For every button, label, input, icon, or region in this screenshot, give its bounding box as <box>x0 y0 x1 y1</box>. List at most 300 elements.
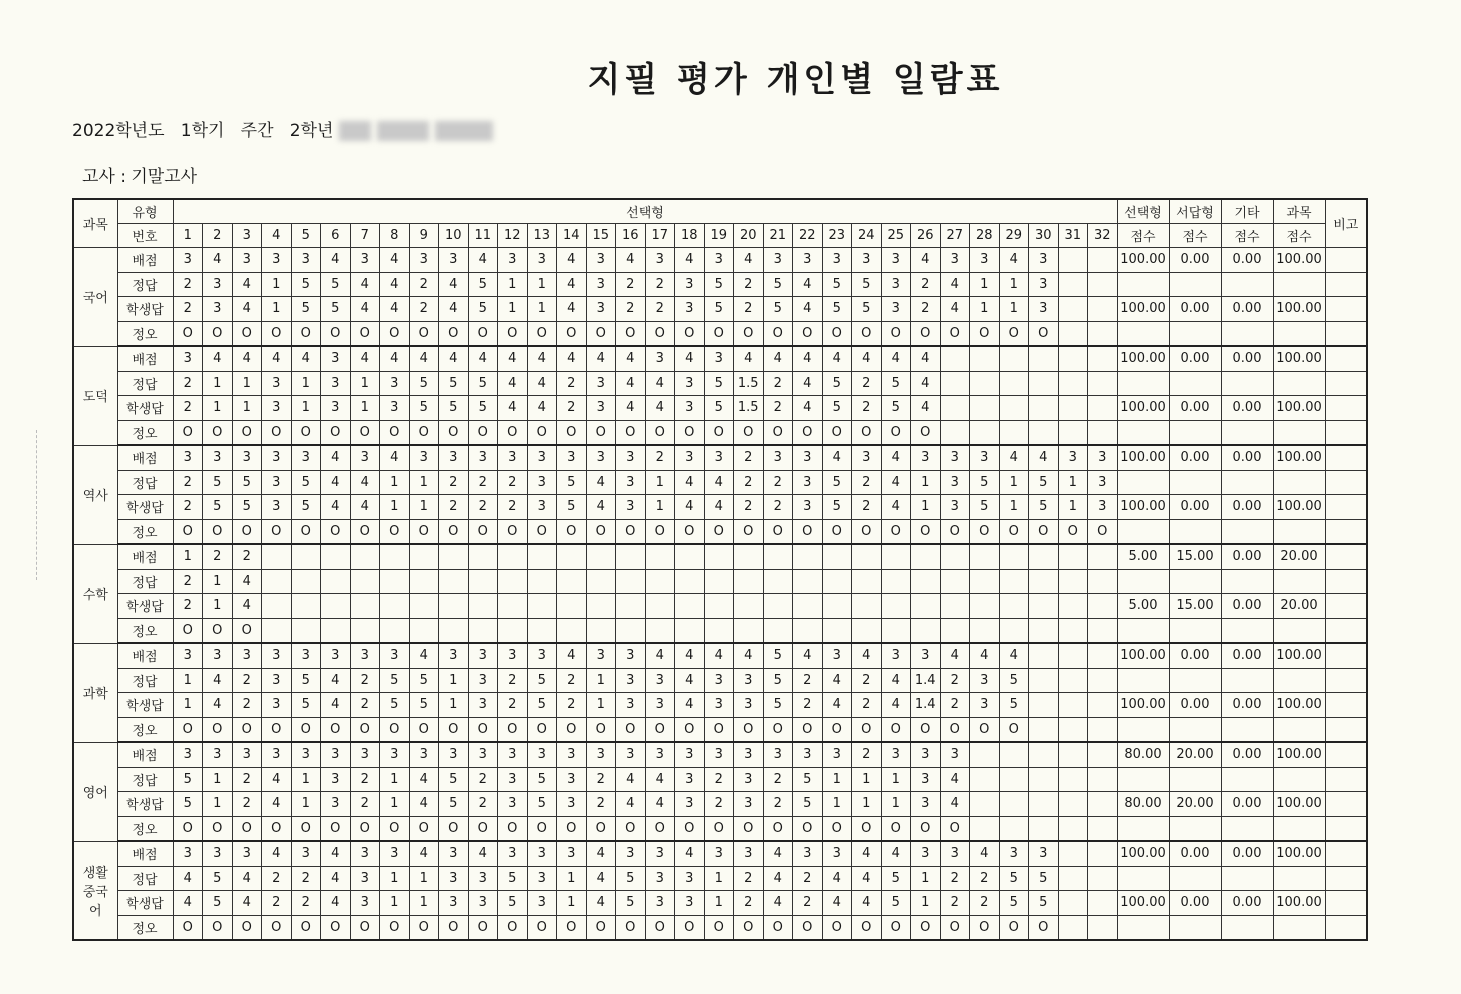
answer-cell: 2 <box>203 544 233 569</box>
answer-cell: 3 <box>704 693 734 718</box>
answer-cell: 2 <box>763 767 793 792</box>
answer-cell: 4 <box>793 297 823 322</box>
answer-cell <box>1088 915 1118 940</box>
score-cell <box>1273 866 1325 891</box>
answer-cell: 2 <box>291 866 321 891</box>
answer-cell: O <box>321 420 351 445</box>
answer-cell: 2 <box>350 668 380 693</box>
answer-cell: 5 <box>704 272 734 297</box>
answer-cell: 3 <box>468 643 498 668</box>
answer-cell <box>380 594 410 619</box>
answer-cell: 3 <box>203 445 233 470</box>
answer-cell: 2 <box>262 891 292 916</box>
answer-cell: O <box>586 519 616 544</box>
score-cell: 0.00 <box>1169 891 1221 916</box>
answer-cell: 4 <box>262 792 292 817</box>
answer-cell: 4 <box>380 297 410 322</box>
answer-cell: 1 <box>586 693 616 718</box>
score-cell: 80.00 <box>1117 742 1169 767</box>
answer-cell: 4 <box>586 841 616 866</box>
answer-cell: 2 <box>734 495 764 520</box>
redacted-block <box>377 121 429 141</box>
answer-cell <box>1058 866 1088 891</box>
answer-cell: 1 <box>1058 470 1088 495</box>
answer-cell <box>940 371 970 396</box>
answer-cell <box>704 569 734 594</box>
score-cell: 0.00 <box>1221 297 1273 322</box>
answer-cell: 1 <box>999 495 1029 520</box>
score-cell <box>1117 321 1169 346</box>
answer-cell: 1.4 <box>911 668 941 693</box>
remarks-cell <box>1325 470 1367 495</box>
answer-cell: 5 <box>852 272 882 297</box>
answer-cell: O <box>380 915 410 940</box>
answer-cell: O <box>291 321 321 346</box>
answer-cell: 5 <box>291 297 321 322</box>
answer-cell: 5 <box>409 396 439 421</box>
answer-cell <box>1058 544 1088 569</box>
answer-cell: 2 <box>940 693 970 718</box>
answer-cell <box>940 569 970 594</box>
answer-cell: 3 <box>409 445 439 470</box>
answer-cell: O <box>409 321 439 346</box>
answer-cell: 5 <box>557 470 587 495</box>
answer-cell <box>1088 693 1118 718</box>
table-row <box>73 866 1367 891</box>
answer-cell <box>734 544 764 569</box>
answer-cell: 4 <box>350 346 380 371</box>
answer-cell: 5 <box>852 297 882 322</box>
answer-cell: 2 <box>734 272 764 297</box>
answer-cell <box>468 594 498 619</box>
answer-cell: O <box>616 321 646 346</box>
answer-cell <box>970 371 1000 396</box>
answer-cell: 4 <box>173 891 203 916</box>
answer-cell: 1 <box>704 866 734 891</box>
answer-cell: 3 <box>262 742 292 767</box>
answer-cell: 1 <box>852 792 882 817</box>
answer-cell: 4 <box>321 470 351 495</box>
answer-cell: 5 <box>439 767 469 792</box>
answer-cell <box>1058 816 1088 841</box>
answer-cell: 3 <box>586 396 616 421</box>
answer-cell: 2 <box>173 272 203 297</box>
answer-cell <box>498 569 528 594</box>
answer-cell <box>1058 668 1088 693</box>
answer-cell: 3 <box>321 346 351 371</box>
answer-cell: 5 <box>232 495 262 520</box>
answer-cell: 3 <box>970 445 1000 470</box>
answer-cell: 1 <box>203 569 233 594</box>
answer-cell: 4 <box>380 272 410 297</box>
table-row <box>73 420 1367 445</box>
answer-cell: 4 <box>999 248 1029 273</box>
answer-cell: O <box>734 915 764 940</box>
answer-cell <box>1029 569 1059 594</box>
answer-cell <box>1088 248 1118 273</box>
answer-cell <box>380 569 410 594</box>
answer-cell <box>1029 792 1059 817</box>
answer-cell: 3 <box>557 841 587 866</box>
answer-cell: 3 <box>262 668 292 693</box>
answer-cell: 2 <box>793 693 823 718</box>
answer-cell: 3 <box>645 693 675 718</box>
answer-cell: 4 <box>232 569 262 594</box>
answer-cell: 4 <box>734 643 764 668</box>
answer-cell <box>999 569 1029 594</box>
answer-cell: O <box>173 717 203 742</box>
answer-cell: 4 <box>645 396 675 421</box>
answer-cell: O <box>468 321 498 346</box>
remarks-cell <box>1325 495 1367 520</box>
answer-cell: 1 <box>439 668 469 693</box>
answer-cell: O <box>704 321 734 346</box>
redacted-block <box>339 121 371 141</box>
answer-cell: 2 <box>793 891 823 916</box>
answer-cell <box>1058 742 1088 767</box>
answer-cell: O <box>675 816 705 841</box>
score-cell: 20.00 <box>1273 594 1325 619</box>
answer-cell: 1 <box>232 396 262 421</box>
header-line <box>72 116 493 141</box>
question-number: 23 <box>822 224 852 248</box>
answer-cell: 2 <box>468 767 498 792</box>
score-cell: 100.00 <box>1273 742 1325 767</box>
score-cell <box>1117 717 1169 742</box>
score-cell: 0.00 <box>1221 693 1273 718</box>
answer-cell: 2 <box>409 297 439 322</box>
answer-cell: O <box>734 420 764 445</box>
answer-cell <box>1058 321 1088 346</box>
answer-cell <box>1058 693 1088 718</box>
score-cell <box>1273 816 1325 841</box>
answer-cell: O <box>232 816 262 841</box>
answer-cell <box>1029 668 1059 693</box>
row-type-label: 정오 <box>117 618 173 643</box>
answer-cell: O <box>763 816 793 841</box>
answer-cell: 3 <box>380 742 410 767</box>
answer-cell: 4 <box>999 643 1029 668</box>
answer-cell: O <box>173 519 203 544</box>
answer-cell: O <box>262 717 292 742</box>
answer-cell: O <box>645 519 675 544</box>
answer-cell: 4 <box>527 346 557 371</box>
answer-cell: 2 <box>586 792 616 817</box>
score-cell: 0.00 <box>1221 792 1273 817</box>
answer-cell <box>350 594 380 619</box>
answer-cell: O <box>173 420 203 445</box>
answer-cell: O <box>350 816 380 841</box>
score-cell: 15.00 <box>1169 594 1221 619</box>
answer-cell: 3 <box>881 742 911 767</box>
answer-cell: 3 <box>439 742 469 767</box>
answer-cell <box>586 618 616 643</box>
answer-cell <box>704 594 734 619</box>
answer-cell: 3 <box>203 272 233 297</box>
score-unit-header: 점수 <box>1117 224 1169 248</box>
table-row <box>73 767 1367 792</box>
remarks-cell <box>1325 569 1367 594</box>
answer-cell: 3 <box>586 445 616 470</box>
answer-cell: 2 <box>793 668 823 693</box>
answer-cell: 2 <box>704 767 734 792</box>
remarks-cell <box>1325 816 1367 841</box>
answer-cell: 2 <box>763 495 793 520</box>
answer-cell: 3 <box>911 445 941 470</box>
answer-cell: 5 <box>822 396 852 421</box>
answer-cell: 1 <box>645 470 675 495</box>
answer-cell: 2 <box>645 272 675 297</box>
answer-cell: 1 <box>586 668 616 693</box>
answer-cell <box>793 544 823 569</box>
question-number: 14 <box>557 224 587 248</box>
row-type-label: 정답 <box>117 569 173 594</box>
score-cell <box>1221 569 1273 594</box>
answer-cell: 4 <box>409 346 439 371</box>
question-number: 11 <box>468 224 498 248</box>
answer-cell <box>1029 346 1059 371</box>
answer-cell: 1 <box>527 297 557 322</box>
answer-cell: 3 <box>173 346 203 371</box>
question-number: 9 <box>409 224 439 248</box>
score-cell: 100.00 <box>1273 643 1325 668</box>
answer-cell: 4 <box>763 866 793 891</box>
answer-cell: 4 <box>793 346 823 371</box>
answer-cell: 2 <box>616 297 646 322</box>
answer-cell: 3 <box>527 742 557 767</box>
answer-cell: 3 <box>675 297 705 322</box>
answer-cell: 5 <box>822 470 852 495</box>
answer-cell: 3 <box>675 272 705 297</box>
answer-cell: 3 <box>616 693 646 718</box>
answer-cell: 4 <box>704 643 734 668</box>
answer-cell: 4 <box>586 346 616 371</box>
answer-cell: O <box>321 717 351 742</box>
answer-cell: 3 <box>468 445 498 470</box>
answer-cell: 1 <box>203 594 233 619</box>
score-cell: 100.00 <box>1273 248 1325 273</box>
answer-cell: 4 <box>970 841 1000 866</box>
table-row <box>73 693 1367 718</box>
answer-cell: O <box>380 717 410 742</box>
answer-cell: O <box>999 717 1029 742</box>
score-cell <box>1169 618 1221 643</box>
score-cell: 100.00 <box>1273 396 1325 421</box>
answer-cell: 1 <box>291 792 321 817</box>
row-type-label: 정답 <box>117 866 173 891</box>
answer-cell: 5 <box>527 792 557 817</box>
answer-cell: 3 <box>1058 445 1088 470</box>
answer-cell: 2 <box>911 297 941 322</box>
row-type-label: 정답 <box>117 272 173 297</box>
answer-cell: O <box>439 519 469 544</box>
answer-cell: 5 <box>203 866 233 891</box>
answer-cell: O <box>409 420 439 445</box>
remarks-cell <box>1325 717 1367 742</box>
answer-cell: O <box>911 816 941 841</box>
answer-cell: 5 <box>763 643 793 668</box>
answer-cell: 1 <box>203 792 233 817</box>
answer-cell: O <box>557 321 587 346</box>
answer-cell: 5 <box>1029 495 1059 520</box>
answer-cell: O <box>203 816 233 841</box>
answer-cell: 2 <box>291 891 321 916</box>
score-cell: 100.00 <box>1117 248 1169 273</box>
answer-cell: 1 <box>557 866 587 891</box>
score-cell <box>1273 717 1325 742</box>
answer-cell: O <box>498 915 528 940</box>
answer-cell: 5 <box>291 470 321 495</box>
score-cell: 0.00 <box>1221 445 1273 470</box>
answer-cell: O <box>262 321 292 346</box>
subject-name: 생활중국어 <box>73 841 117 940</box>
answer-cell: 5 <box>203 891 233 916</box>
answer-cell: 4 <box>439 272 469 297</box>
score-cell <box>1273 272 1325 297</box>
answer-cell: 5 <box>822 495 852 520</box>
answer-cell: 2 <box>763 396 793 421</box>
answer-cell <box>704 618 734 643</box>
answer-cell: 4 <box>616 371 646 396</box>
answer-cell: 4 <box>557 272 587 297</box>
score-cell: 80.00 <box>1117 792 1169 817</box>
score-cell: 0.00 <box>1169 643 1221 668</box>
answer-cell: 5 <box>704 371 734 396</box>
remarks-cell <box>1325 396 1367 421</box>
answer-cell <box>1058 594 1088 619</box>
answer-cell: O <box>498 717 528 742</box>
answer-cell: O <box>291 420 321 445</box>
answer-cell: 3 <box>616 841 646 866</box>
answer-cell: 4 <box>232 272 262 297</box>
binding-marks <box>36 430 39 580</box>
score-cell: 20.00 <box>1273 544 1325 569</box>
answer-cell: O <box>586 420 616 445</box>
answer-cell: O <box>439 717 469 742</box>
answer-cell: 3 <box>616 495 646 520</box>
answer-cell: 4 <box>911 248 941 273</box>
score-cell <box>1221 371 1273 396</box>
answer-cell <box>852 569 882 594</box>
score-cell <box>1221 767 1273 792</box>
answer-cell <box>321 569 351 594</box>
answer-cell <box>409 544 439 569</box>
answer-cell: 3 <box>940 841 970 866</box>
score-cell <box>1221 519 1273 544</box>
answer-cell <box>881 618 911 643</box>
answer-cell: O <box>468 717 498 742</box>
answer-cell: 4 <box>822 445 852 470</box>
answer-cell: 3 <box>173 248 203 273</box>
answer-cell: 3 <box>350 742 380 767</box>
answer-cell <box>557 544 587 569</box>
answer-cell: 5 <box>321 272 351 297</box>
answer-cell <box>262 569 292 594</box>
answer-cell: O <box>1058 519 1088 544</box>
answer-cell: O <box>291 915 321 940</box>
answer-cell: O <box>793 915 823 940</box>
answer-cell: 2 <box>557 371 587 396</box>
answer-cell <box>999 767 1029 792</box>
answer-cell: 3 <box>734 693 764 718</box>
table-row <box>73 321 1367 346</box>
table-row <box>73 346 1367 371</box>
answer-cell: 4 <box>852 841 882 866</box>
answer-cell: 4 <box>881 470 911 495</box>
answer-cell: 4 <box>616 396 646 421</box>
answer-cell: 1 <box>970 297 1000 322</box>
question-number: 26 <box>911 224 941 248</box>
answer-cell <box>1088 891 1118 916</box>
row-type-label: 배점 <box>117 742 173 767</box>
question-number: 21 <box>763 224 793 248</box>
answer-cell: 3 <box>881 248 911 273</box>
answer-cell: 4 <box>852 346 882 371</box>
table-row <box>73 915 1367 940</box>
answer-cell: 4 <box>321 248 351 273</box>
answer-cell <box>1058 569 1088 594</box>
answer-cell: 5 <box>173 792 203 817</box>
answer-cell: 4 <box>527 371 557 396</box>
answer-cell: O <box>527 519 557 544</box>
answer-cell: 2 <box>173 594 203 619</box>
answer-cell: 1 <box>203 767 233 792</box>
table-row <box>73 569 1367 594</box>
answer-cell: 3 <box>940 248 970 273</box>
table-row <box>73 742 1367 767</box>
answer-cell: 1 <box>262 297 292 322</box>
answer-cell: 5 <box>881 396 911 421</box>
question-number: 32 <box>1088 224 1118 248</box>
answer-cell: O <box>793 717 823 742</box>
score-cell: 100.00 <box>1117 396 1169 421</box>
answer-cell: O <box>616 816 646 841</box>
answer-cell <box>852 544 882 569</box>
answer-cell: 4 <box>321 693 351 718</box>
row-type-label: 학생답 <box>117 396 173 421</box>
score-cell <box>1117 470 1169 495</box>
answer-cell: O <box>203 321 233 346</box>
answer-cell: 4 <box>586 891 616 916</box>
score-cell: 15.00 <box>1169 544 1221 569</box>
answer-cell: 3 <box>1029 272 1059 297</box>
answer-cell: 4 <box>793 371 823 396</box>
answer-cell: 5 <box>704 396 734 421</box>
answer-cell: 5 <box>793 792 823 817</box>
answer-cell: 4 <box>232 866 262 891</box>
subject-header: 과목 <box>73 199 117 248</box>
answer-cell: 1 <box>439 693 469 718</box>
answer-cell: O <box>881 915 911 940</box>
answer-cell <box>586 594 616 619</box>
answer-cell: 4 <box>557 297 587 322</box>
answer-cell: 1 <box>380 792 410 817</box>
answer-cell: O <box>498 321 528 346</box>
answer-cell: O <box>262 420 292 445</box>
answer-cell: 4 <box>616 767 646 792</box>
answer-cell: O <box>645 717 675 742</box>
remarks-cell <box>1325 445 1367 470</box>
answer-cell: 2 <box>734 445 764 470</box>
answer-cell: 5 <box>557 495 587 520</box>
answer-cell <box>291 569 321 594</box>
answer-cell: 1.5 <box>734 396 764 421</box>
answer-cell <box>645 618 675 643</box>
answer-cell: 5 <box>1029 866 1059 891</box>
answer-cell: O <box>380 519 410 544</box>
score-cell <box>1169 420 1221 445</box>
score-cell <box>1117 866 1169 891</box>
